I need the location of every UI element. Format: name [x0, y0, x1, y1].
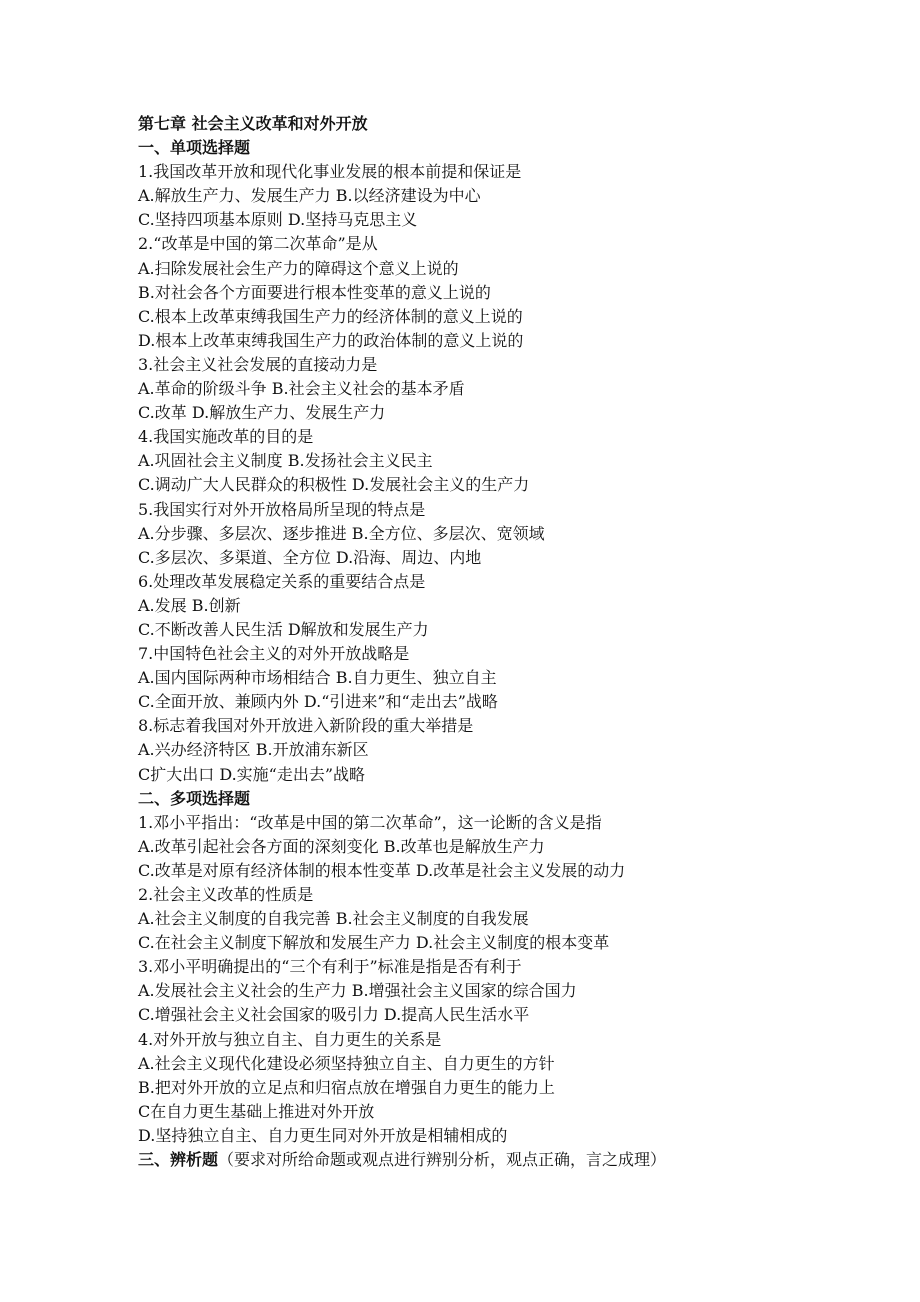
text-line: 5.我国实行对外开放格局所呈现的特点是 — [138, 499, 426, 519]
text-line: A.分步骤、多层次、逐步推进 B.全方位、多层次、宽领域 — [138, 523, 545, 543]
multiple-choice-questions — [138, 811, 898, 1148]
single-choice-questions — [138, 160, 898, 786]
text-line: 4.对外开放与独立自主、自力更生的关系是 — [138, 1029, 442, 1049]
text-line: 1.我国改革开放和现代化事业发展的根本前提和保证是 — [138, 162, 522, 182]
text-line: B.对社会各个方面要进行根本性变革的意义上说的 — [138, 282, 491, 302]
text-line: C.多层次、多渠道、全方位 D.沿海、周边、内地 — [138, 547, 482, 567]
text-line: A.发展 B.创新 — [138, 595, 241, 615]
text-line: 7.中国特色社会主义的对外开放战略是 — [138, 644, 410, 664]
analysis-heading-note: （要求对所给命题或观点进行辨别分析，观点正确，言之成理） — [218, 1150, 667, 1170]
text-line: 2.社会主义改革的性质是 — [138, 885, 314, 904]
text-line: A.改革引起社会各方面的深刻变化 B.改革也是解放生产力 — [138, 836, 545, 856]
section-heading-analysis — [138, 1148, 898, 1172]
text-line: 8.标志着我国对外开放进入新阶段的重大举措是 — [138, 716, 474, 736]
text-line: A.巩固社会主义制度 B.发扬社会主义民主 — [138, 451, 433, 471]
text-line: A.扫除发展社会生产力的障碍这个意义上说的 — [138, 258, 459, 278]
text-line: D.坚持独立自主、自力更生同对外开放是相辅相成的 — [138, 1125, 508, 1145]
text-line: B.把对外开放的立足点和归宿点放在增强自力更生的能力上 — [138, 1077, 555, 1097]
text-line: C扩大出口 D.实施“走出去”战略 — [138, 764, 366, 784]
text-line: A.革命的阶级斗争 B.社会主义社会的基本矛盾 — [138, 379, 465, 399]
text-line: 1.邓小平指出：“改革是中国的第二次革命”，这一论断的含义是指 — [138, 812, 602, 832]
text-line: C.坚持四项基本原则 D.坚持马克思主义 — [138, 210, 418, 230]
text-line: 2.“改革是中国的第二次革命”是从 — [138, 234, 378, 254]
text-line: 3.社会主义社会发展的直接动力是 — [138, 354, 378, 374]
text-line: C.不断改善人民生活 D解放和发展生产力 — [138, 619, 429, 639]
section-heading-multiple-choice: 二、多项选择题 — [138, 788, 251, 808]
text-line: A.发展社会主义社会的生产力 B.增强社会主义国家的综合国力 — [138, 981, 577, 1001]
text-line: A.社会主义制度的自我完善 B.社会主义制度的自我发展 — [138, 909, 529, 929]
text-line: 6.处理改革发展稳定关系的重要结合点是 — [138, 571, 426, 591]
text-line: A.社会主义现代化建设必须坚持独立自主、自力更生的方针 — [138, 1053, 555, 1073]
text-line: C.调动广大人民群众的积极性 D.发展社会主义的生产力 — [138, 475, 530, 495]
text-line: A.国内国际两种市场相结合 B.自力更生、独立自主 — [138, 668, 497, 688]
text-line: C.增强社会主义社会国家的吸引力 D.提高人民生活水平 — [138, 1005, 530, 1025]
analysis-heading-label: 三、辨析题 — [138, 1150, 219, 1170]
text-line: A.兴办经济特区 B.开放浦东新区 — [138, 740, 369, 760]
text-line: C.全面开放、兼顾内外 D.“引进来”和“走出去”战略 — [138, 692, 498, 712]
text-line: C.改革 D.解放生产力、发展生产力 — [138, 403, 386, 423]
text-line: C.改革是对原有经济体制的根本性变革 D.改革是社会主义发展的动力 — [138, 860, 626, 880]
document-page — [138, 112, 898, 1172]
text-line: 3.邓小平明确提出的“三个有利于”标准是指是否有利于 — [138, 957, 522, 977]
chapter-title: 第七章 社会主义改革和对外开放 — [138, 114, 368, 133]
text-line: C.在社会主义制度下解放和发展生产力 D.社会主义制度的根本变革 — [138, 933, 610, 953]
section-heading-single-choice: 一、单项选择题 — [138, 138, 251, 158]
text-line: C在自力更生基础上推进对外开放 — [138, 1101, 375, 1121]
text-line: C.根本上改革束缚我国生产力的经济体制的意义上说的 — [138, 306, 523, 326]
text-line: A.解放生产力、发展生产力 B.以经济建设为中心 — [138, 186, 481, 206]
text-line: D.根本上改革束缚我国生产力的政治体制的意义上说的 — [138, 330, 524, 350]
text-line: 4.我国实施改革的目的是 — [138, 427, 314, 447]
